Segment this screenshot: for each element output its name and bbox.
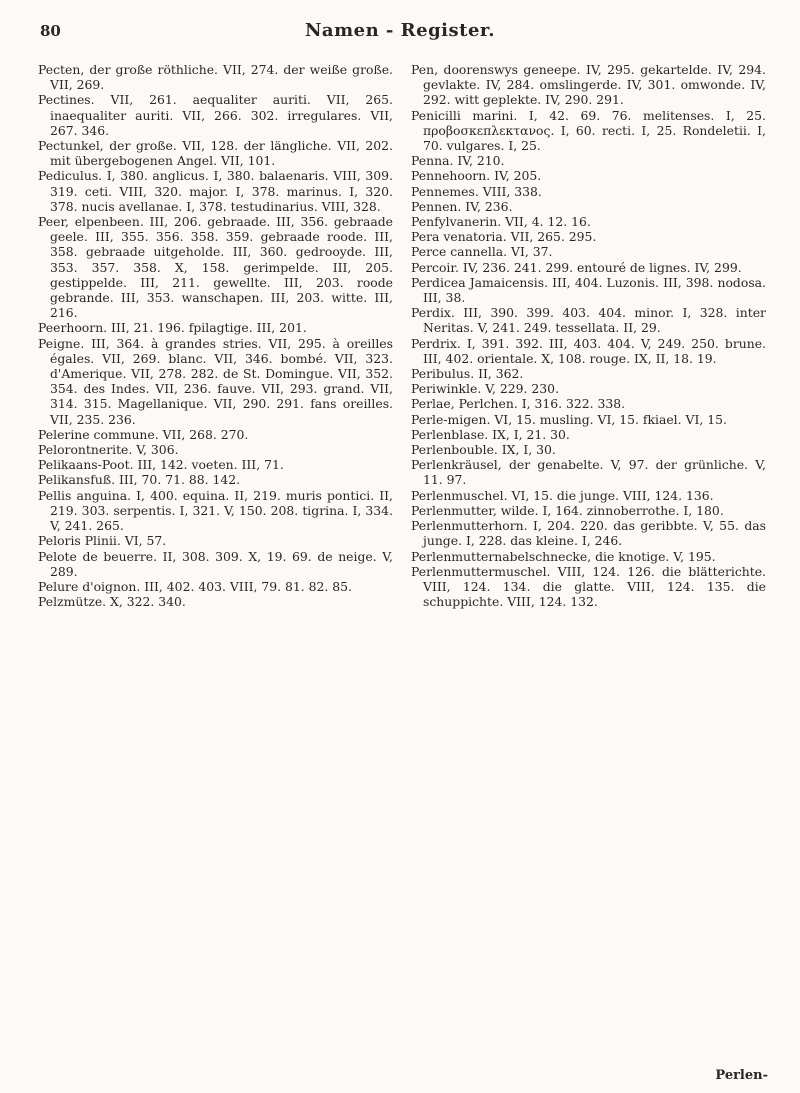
index-entry: Pelikansfuß. III, 70. 71. 88. 142. (38, 472, 241, 488)
running-head: Namen - Register. (304, 20, 496, 41)
index-entry: Perdix. III, 390. 399. 403. 404. minor. I, 328. inter Neritas. V, 241. 249. tessellata. II, 29. (411, 305, 766, 336)
index-entry: Pellis anguina. I, 400. equina. II, 219. muris pontici. II, 219. 303. serpentis. I, 321. V, 150. 208. tigrina. I, 334. V, 241. 265. (38, 487, 393, 534)
index-entry: Perlenkräusel, der genabelte. V, 97. der grünliche. V, 11. 97. (411, 457, 766, 488)
index-entry: Peigne. III, 364. à grandes stries. VII, 295. à oreilles égales. VII, 269. blanc. VII, 346. bombé. VII, 323. d'Amerique. VII, 278. 282. de St. Domingue. VII, 352. 354. des Indes. VII, 236. fauve. VII, 293. grand. VII, 314. 315. Magellanique. VII, 290. 291. fans oreilles. VII, 235. 236. (38, 335, 393, 427)
index-entry: Periwinkle. V, 229. 230. (411, 381, 560, 397)
index-entry: Perlenmutter, wilde. I, 164. zinnoberrothe. I, 180. (411, 502, 724, 518)
index-entry: Pennemes. VIII, 338. (411, 183, 542, 199)
index-entry: Penicilli marini. I, 42. 69. 76. melitenses. I, 25. πρoβoσκεπλεκτανος. I, 60. recti. I, 25. Rondeletii. I, 70. vulgares. I, 25. (411, 107, 766, 154)
index-entry: Perlenblase. IX, I, 21. 30. (411, 426, 570, 442)
index-entry: Percoir. IV, 236. 241. 299. entouré de lignes. IV, 299. (411, 259, 742, 275)
index-entry: Pera venatoria. VII, 265. 295. (411, 229, 597, 245)
index-entry: Pecten, der große röthliche. VII, 274. der weiße große. VII, 269. (38, 62, 393, 93)
right-column (411, 62, 766, 1077)
index-entry: Pediculus. I, 380. anglicus. I, 380. balaenaris. VIII, 309. 319. ceti. VIII, 320. major. I, 378. marinus. I, 320. 378. nucis avellanae. I, 378. testudinarius. VIII, 328. (38, 168, 393, 214)
index-entry: Perlenmutterhorn. I, 204. 220. das geribbte. V, 55. das junge. I, 228. das kleine. I, 246. (411, 518, 766, 549)
index-entry: Pectunkel, der große. VII, 128. der längliche. VII, 202. mit übergebogenen Angel. VII, 101. (38, 138, 393, 169)
index-columns (38, 62, 766, 1077)
index-entry: Perce cannella. VI, 37. (411, 244, 553, 260)
index-entry: Penna. IV, 210. (411, 153, 505, 169)
index-entry: Perdrix. I, 391. 392. III, 403. 404. V, 249. 250. brune. III, 402. orientale. X, 108. rouge. IX, II, 18. 19. (411, 335, 766, 366)
catchword: Perlen- (715, 1068, 768, 1083)
index-entry: Peloris Plinii. VI, 57. (38, 533, 167, 549)
index-entry: Perlenmuschel. VI, 15. die junge. VIII, 124. 136. (411, 487, 714, 503)
index-entry: Peer, elpenbeen. III, 206. gebraade. III, 356. gebraade geele. III, 355. 356. 358. 359. gebraade roode. III, 358. gebraade uitgeholde. III, 360. gedrooyde. III, 353. 357. 358. X, 158. gerimpelde. III, 205. gestippelde. III, 211. gewellte. III, 203. roode gebrande. III, 353. wanschapen. III, 203. witte. III, 216. (38, 214, 393, 321)
index-entry: Pelure d'oignon. III, 402. 403. VIII, 79. 81. 82. 85. (38, 578, 353, 594)
page-number: 80 (40, 22, 61, 40)
index-entry: Perdicea Jamaicensis. III, 404. Luzonis. III, 398. nodosa. III, 38. (411, 274, 766, 306)
index-entry: Pelorontnerite. V, 306. (38, 442, 179, 458)
index-entry: Pennen. IV, 236. (411, 198, 513, 214)
index-entry: Perlenmutternabelschnecke, die knotige. V, 195. (411, 548, 716, 564)
index-entry: Perlae, Perlchen. I, 316. 322. 338. (411, 396, 626, 412)
index-entry: Pennehoorn. IV, 205. (411, 168, 542, 184)
index-entry: Pelerine commune. VII, 268. 270. (38, 426, 249, 442)
index-entry: Penfylvanerin. VII, 4. 12. 16. (411, 214, 591, 230)
left-column (38, 62, 393, 1077)
index-entry: Pen, doorenswys geneepe. IV, 295. gekartelde. IV, 294. gevlakte. IV, 284. omslingerde. IV, 301. omwonde. IV, 292. witt geplekte. IV, 290. 291. (411, 62, 766, 108)
index-entry: Peerhoorn. III, 21. 196. fpilagtige. III, 201. (38, 320, 307, 336)
index-entry: Peribulus. II, 362. (411, 366, 524, 382)
index-entry: Perlenmuttermuschel. VIII, 124. 126. die blätterichte. VIII, 124. 134. die glatte. VIII, 124. 135. die schuppichte. VIII, 124. 132. (411, 563, 766, 610)
index-entry: Pelote de beuerre. II, 308. 309. X, 19. 69. de neige. V, 289. (38, 548, 393, 579)
index-entry: Pectines. VII, 261. aequaliter auriti. VII, 265. inaequaliter auriti. VII, 266. 302. irregulares. VII, 267. 346. (38, 92, 393, 138)
index-entry: Pelikaans-Poot. III, 142. voeten. III, 71. (38, 457, 284, 473)
index-entry: Pelzmütze. X, 322. 340. (38, 594, 186, 610)
index-entry: Perlenbouble. IX, I, 30. (411, 442, 556, 458)
index-entry: Perle-migen. VI, 15. musling. VI, 15. fkiael. VI, 15. (411, 411, 727, 427)
